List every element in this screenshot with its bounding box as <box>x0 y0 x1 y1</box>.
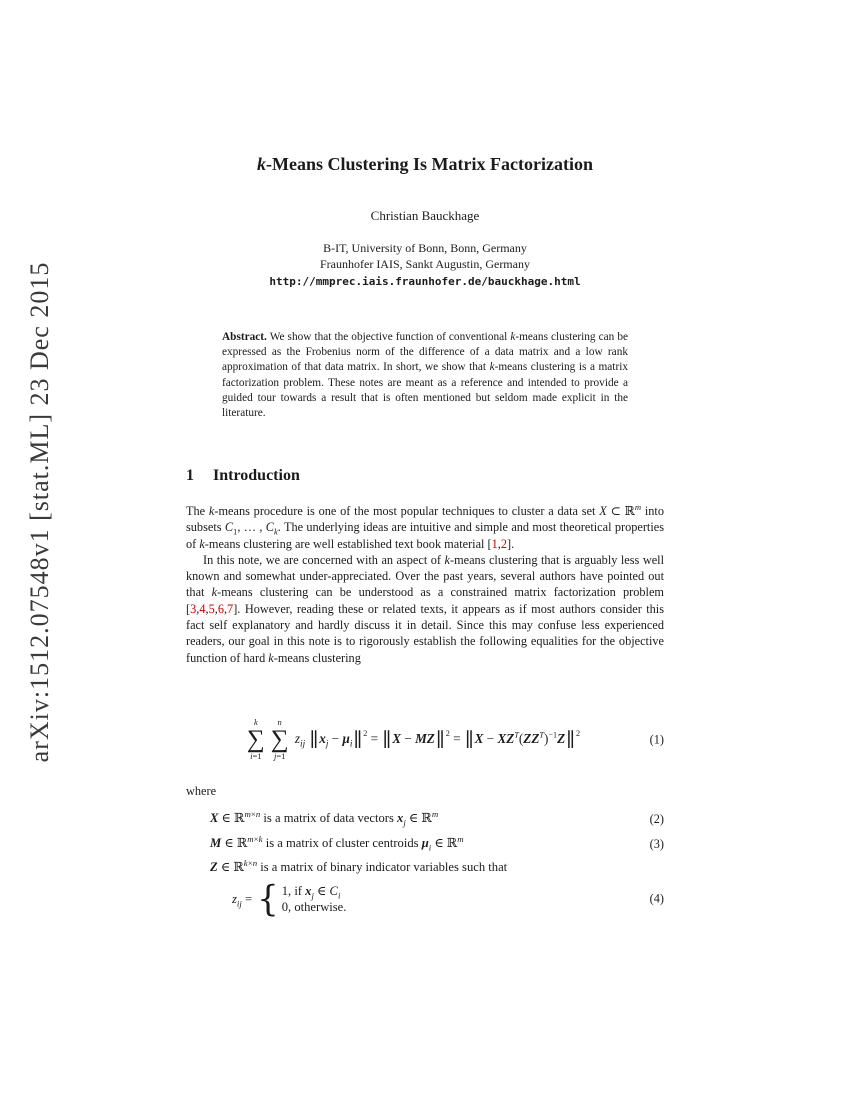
citation-link-4[interactable]: 4 <box>199 601 206 616</box>
equation-1-body: k ∑ i=1 n ∑ j=1 $z_{ij}$ $\parallel x_j$ − $\mu_i\parallel^2$ = ∥X − MZ∥$^2$ = ∥X − $XZ^T(ZZ^T)^{-1}Z\parallel^2$ <box>246 717 581 762</box>
paper-title: k-Means Clustering Is Matrix Factorization <box>257 154 593 174</box>
arxiv-watermark: arXiv:1512.07548v1 [stat.ML] 23 Dec 2015 <box>25 261 54 763</box>
citation-link-6[interactable]: 6 <box>217 601 224 616</box>
section-title: Introduction <box>213 467 300 484</box>
equation-2-number: (2) <box>649 812 664 826</box>
equation-4-number: (4) <box>649 891 664 906</box>
case-2: 0, otherwise. <box>281 900 347 914</box>
equation-2 <box>186 810 664 828</box>
affiliation-block <box>186 241 664 290</box>
paragraph-1: The k-means procedure is one of the most popular techniques to cluster a data set X ⊂ ℝ$^m$ into subsets $C_1$, … , $C_k$. The underlying ideas are intuitive and simple and most theoretical properties of k-means clustering are well established text book material [1,2]. <box>186 501 664 551</box>
cases-brace: { <box>257 878 279 920</box>
abstract <box>222 330 628 421</box>
cases-lhs: $z_{ij}$ = <box>232 891 253 909</box>
equation-3-number: (3) <box>649 837 664 851</box>
case-1: 1, if $x_j$ ∈ $C_i$ <box>281 884 341 901</box>
paper-url-link[interactable]: http://mmprec.iais.fraunhofer.de/bauckhage.html <box>269 275 581 288</box>
introduction-body <box>186 503 664 666</box>
citation-link-1[interactable]: 1 <box>491 536 498 551</box>
equation-4-intro <box>186 859 664 877</box>
equation-3 <box>186 835 664 853</box>
equation-2-body: X ∈ ℝ$^{m\times n}$ is a matrix of data vectors $x_j$ ∈ ℝ$^m$ <box>210 808 439 828</box>
cases-column <box>282 883 347 915</box>
section-heading-introduction <box>186 467 300 485</box>
citation-link-3[interactable]: 3 <box>190 601 197 616</box>
where-label: where <box>186 784 217 798</box>
section-number: 1 <box>186 467 194 484</box>
paragraph-2: In this note, we are concerned with an aspect of k-means clustering that is arguably less well known and somewhat under-appreciated. Over the past years, several authors have pointed out that k-means clustering can be understood as a constrained matrix factorization problem [3,4,5,6,7]. However, reading these or related texts, it appears as if most authors consider this fact self explanatory and hardly discuss it in detail. Since this may confuse less experienced readers, our goal in this note is to rigorously establish the following equalities for the objective function of hard k-means clustering <box>186 552 664 665</box>
citation-link-7[interactable]: 7 <box>227 601 234 616</box>
equation-3-body: M ∈ ℝ$^{m\times k}$ is a matrix of cluster centroids $\mu_i$ ∈ ℝ$^m$ <box>210 833 464 853</box>
equation-1 <box>186 712 664 768</box>
citation-link-5[interactable]: 5 <box>208 601 215 616</box>
affiliation-line-1: B-IT, University of Bonn, Bonn, Germany <box>323 241 527 255</box>
abstract-label: Abstract. <box>222 331 267 343</box>
equation-4-cases <box>186 879 664 919</box>
affiliation-line-2: Fraunhofer IAIS, Sankt Augustin, Germany <box>320 256 530 271</box>
equation-1-number: (1) <box>649 732 664 747</box>
abstract-text: We show that the objective function of conventional k-means clustering can be expressed as the Frobenius norm of the difference of a data matrix and a low rank approximation of that data matrix. In short, we show that k-means clustering is a matrix factorization problem. These notes are meant as a reference and intended to provide a guided tour towards a result that is often mentioned but seldom made explicit in the literature. <box>222 331 629 420</box>
author-name: Christian Bauckhage <box>370 208 480 223</box>
cases-expression <box>232 879 346 919</box>
equation-4-intro-body: Z ∈ ℝ$^{k\times n}$ is a matrix of binary indicator variables such that <box>210 857 508 874</box>
citation-link-2[interactable]: 2 <box>500 536 508 551</box>
